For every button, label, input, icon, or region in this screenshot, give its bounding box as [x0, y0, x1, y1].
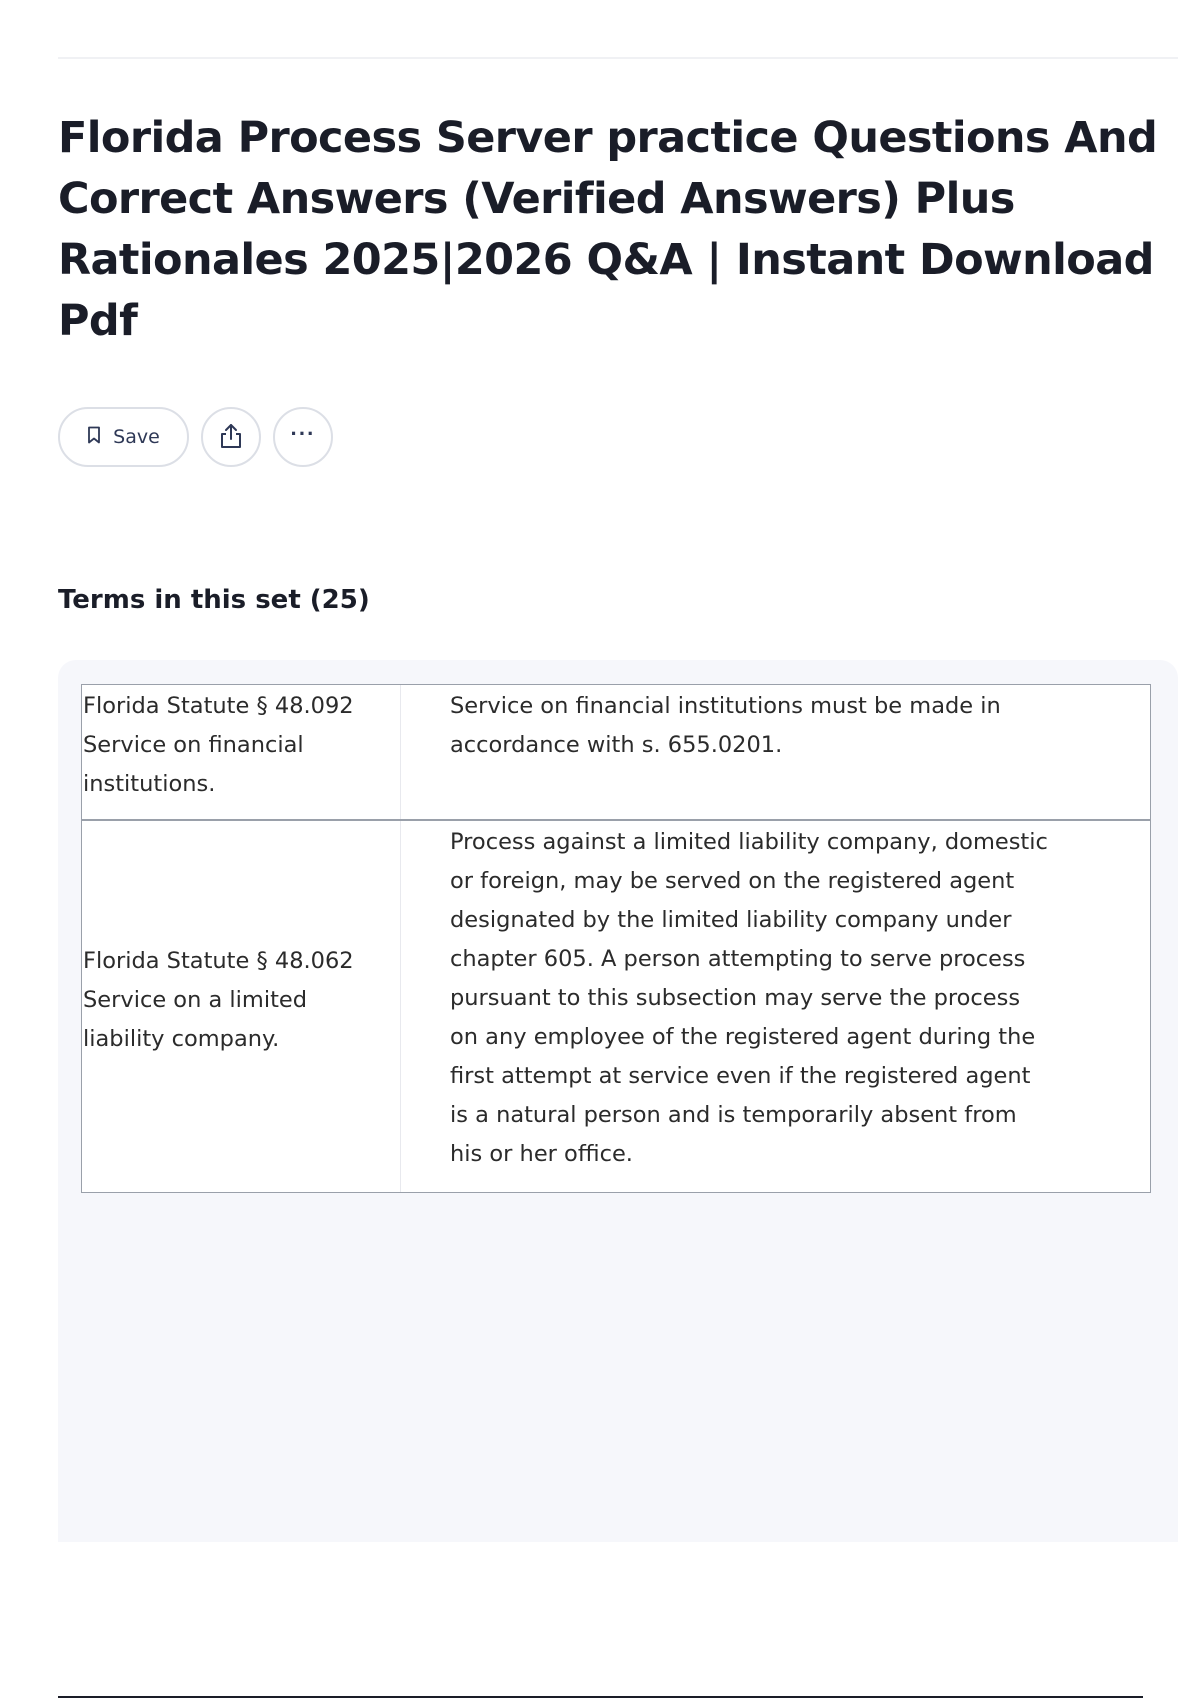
share-icon	[218, 422, 244, 453]
term-side	[83, 685, 401, 819]
term-text: Florida Statute § 48.062 Service on a limited liability company.	[83, 948, 354, 1052]
action-bar	[58, 406, 333, 468]
share-button[interactable]	[201, 407, 261, 467]
more-options-icon: ···	[290, 421, 316, 446]
more-options-button[interactable]	[273, 407, 333, 467]
page-title: Florida Process Server practice Questions And Correct Answers (Verified Answers) Plus Rationales 2025|2026 Q&A | Instant Download Pdf	[58, 113, 1158, 346]
terms-panel	[58, 660, 1178, 1542]
bookmark-icon	[87, 426, 101, 449]
term-side	[83, 821, 401, 1192]
term-card[interactable]	[81, 684, 1151, 820]
terms-heading: Terms in this set (25)	[58, 585, 370, 615]
term-card[interactable]	[81, 820, 1151, 1193]
save-button-label: Save	[113, 426, 160, 448]
bottom-divider	[58, 1696, 1143, 1698]
definition-text: Service on financial institutions must be made in accordance with s. 655.0201.	[450, 693, 1001, 758]
definition-text: Process against a limited liability company, domestic or foreign, may be served on the registered agent designated by the limited liability company under chapter 605. A person attempting to serve process pursuant to this subsection may serve the process on any employee of the registered agent during the first attempt at service even if the registered agent is a natural person and is temporarily absent from his or her office.	[450, 829, 1048, 1167]
term-text: Florida Statute § 48.092 Service on financial institutions.	[83, 693, 354, 797]
save-button[interactable]	[58, 407, 189, 467]
top-divider	[58, 57, 1178, 59]
